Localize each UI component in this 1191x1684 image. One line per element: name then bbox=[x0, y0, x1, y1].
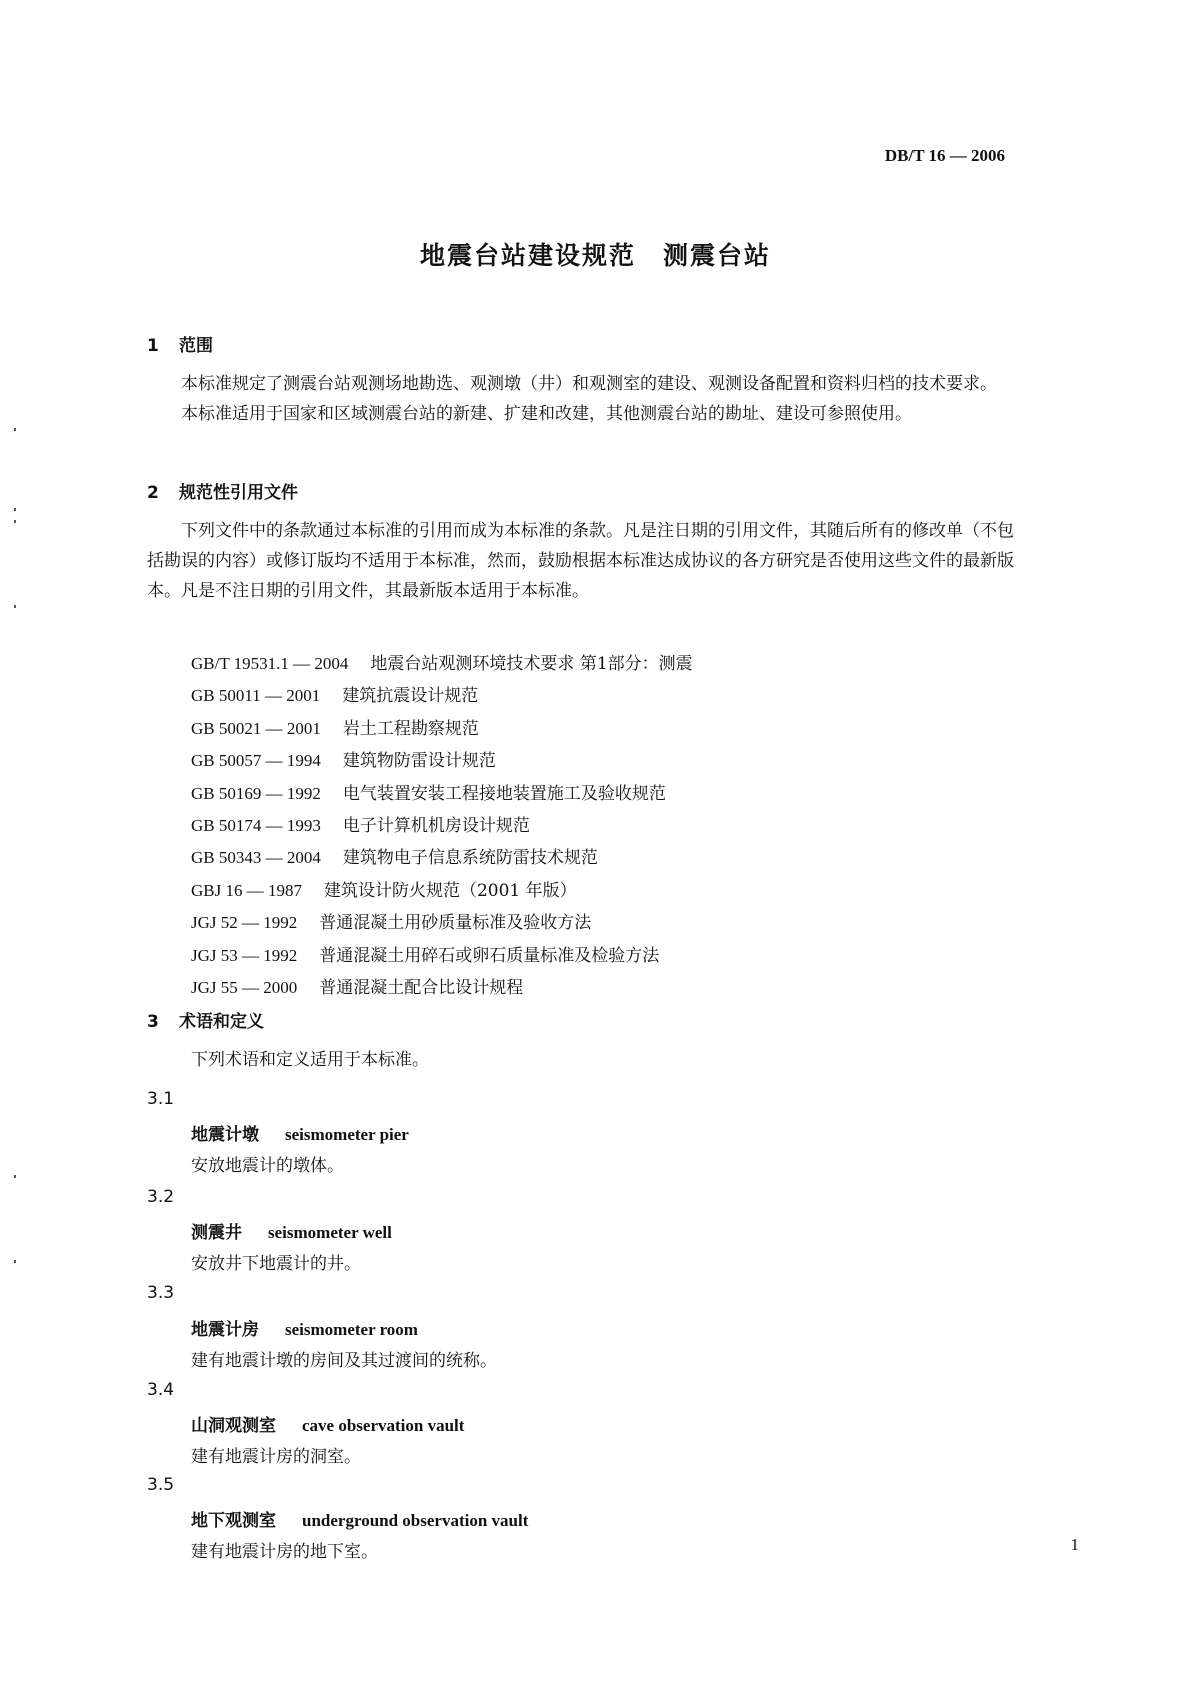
term-definition: 建有地震计房的地下室。 bbox=[191, 1542, 378, 1562]
term-number: 3.5 bbox=[147, 1475, 175, 1495]
section-number: 3 bbox=[147, 1012, 159, 1032]
paragraph: 下列文件中的条款通过本标准的引用而成为本标准的条款。凡是注日期的引用文件，其随后所有的修改单（不包括勘误的内容）或修订版均不适用于本标准，然而，鼓励根据本标准达成协议的各方研究是否使用这些文件的最新版本。凡是不注日期的引用文件，其最新版本适用于本标准。 bbox=[147, 521, 1014, 601]
reference-title: 普通混凝土用碎石或卵石质量标准及检验方法 bbox=[319, 945, 660, 966]
reference-title: 普通混凝土配合比设计规程 bbox=[319, 978, 524, 999]
term-zh: 地震计房 bbox=[191, 1320, 259, 1340]
section-heading-normative-refs bbox=[147, 478, 298, 503]
term-definition: 安放地震计的墩体。 bbox=[191, 1156, 344, 1176]
reference-title: 普通混凝土用砂质量标准及验收方法 bbox=[319, 913, 592, 934]
normative-refs-intro bbox=[147, 516, 1027, 606]
term-definition: 建有地震计房的洞室。 bbox=[191, 1447, 361, 1467]
reference-item bbox=[191, 810, 693, 842]
term-zh: 地下观测室 bbox=[191, 1511, 276, 1531]
scan-speck bbox=[14, 508, 16, 511]
scan-speck bbox=[14, 605, 16, 608]
paragraph: 本标准规定了测震台站观测场地勘选、观测墩（井）和观测室的建设、观测设备配置和资料归档的技术要求。 bbox=[181, 374, 997, 394]
section-title: 规范性引用文件 bbox=[179, 483, 298, 503]
reference-item bbox=[191, 648, 693, 680]
section-number: 1 bbox=[147, 336, 159, 356]
reference-code: JGJ 55 — 2000 bbox=[191, 978, 298, 998]
scan-speck bbox=[14, 1175, 16, 1178]
term-number: 3.2 bbox=[147, 1187, 175, 1207]
reference-code: JGJ 53 — 1992 bbox=[191, 945, 298, 965]
reference-code: GB 50011 — 2001 bbox=[191, 686, 321, 706]
reference-item bbox=[191, 778, 693, 810]
reference-list bbox=[191, 648, 693, 1004]
reference-code: GBJ 16 — 1987 bbox=[191, 880, 302, 900]
term-number: 3.4 bbox=[147, 1380, 175, 1400]
scan-speck bbox=[14, 428, 16, 431]
reference-item bbox=[191, 875, 693, 907]
reference-item bbox=[191, 907, 693, 939]
reference-item bbox=[191, 680, 693, 712]
terms-intro: 下列术语和定义适用于本标准。 bbox=[191, 1050, 429, 1070]
reference-code: JGJ 52 — 1992 bbox=[191, 913, 298, 933]
section-title: 术语和定义 bbox=[179, 1012, 264, 1032]
term-heading bbox=[191, 1315, 418, 1340]
reference-title: 建筑物防雷设计规范 bbox=[342, 751, 496, 772]
term-zh: 山洞观测室 bbox=[191, 1416, 276, 1436]
term-definition: 安放井下地震计的井。 bbox=[191, 1254, 361, 1274]
reference-title: 电子计算机机房设计规范 bbox=[342, 816, 530, 837]
term-zh: 地震计墩 bbox=[191, 1125, 259, 1145]
scan-speck bbox=[14, 1260, 16, 1263]
scan-speck bbox=[14, 520, 16, 523]
reference-code: GB 50021 — 2001 bbox=[191, 718, 321, 738]
term-heading bbox=[191, 1506, 528, 1531]
section-heading-scope bbox=[147, 331, 213, 356]
reference-title: 建筑设计防火规范（2001 年版） bbox=[323, 880, 577, 901]
standard-code: DB/T 16 — 2006 bbox=[884, 146, 1005, 165]
term-number: 3.3 bbox=[147, 1283, 175, 1303]
reference-item bbox=[191, 972, 693, 1004]
term-heading bbox=[191, 1411, 464, 1436]
scope-body bbox=[147, 369, 1027, 429]
term-en: seismometer well bbox=[268, 1223, 392, 1242]
paragraph: 本标准适用于国家和区域测震台站的新建、扩建和改建，其他测震台站的勘址、建设可参照使用。 bbox=[181, 404, 912, 424]
reference-code: GB 50057 — 1994 bbox=[191, 751, 321, 771]
reference-title: 建筑物电子信息系统防雷技术规范 bbox=[342, 848, 598, 869]
reference-title: 地震台站观测环境技术要求 第1部分：测震 bbox=[370, 654, 693, 674]
reference-title: 建筑抗震设计规范 bbox=[342, 686, 479, 707]
reference-item bbox=[191, 745, 693, 777]
term-en: underground observation vault bbox=[302, 1511, 529, 1530]
reference-item bbox=[191, 940, 693, 972]
section-number: 2 bbox=[147, 483, 159, 503]
term-definition: 建有地震计墩的房间及其过渡间的统称。 bbox=[191, 1351, 497, 1371]
reference-title: 岩土工程勘察规范 bbox=[342, 718, 479, 739]
term-zh: 测震井 bbox=[191, 1223, 242, 1243]
term-heading bbox=[191, 1120, 409, 1145]
section-title: 范围 bbox=[179, 336, 213, 356]
reference-code: GB/T 19531.1 — 2004 bbox=[191, 654, 349, 673]
section-heading-terms bbox=[147, 1007, 264, 1032]
reference-item bbox=[191, 842, 693, 874]
term-en: seismometer room bbox=[285, 1320, 418, 1339]
reference-code: GB 50343 — 2004 bbox=[191, 848, 321, 868]
reference-item bbox=[191, 713, 693, 745]
reference-title: 电气装置安装工程接地装置施工及验收规范 bbox=[342, 783, 666, 804]
reference-code: GB 50174 — 1993 bbox=[191, 816, 321, 836]
document-title: 地震台站建设规范 测震台站 bbox=[419, 241, 771, 270]
reference-code: GB 50169 — 1992 bbox=[191, 783, 321, 803]
page-number: 1 bbox=[1070, 1535, 1079, 1554]
term-number: 3.1 bbox=[147, 1089, 175, 1109]
term-en: seismometer pier bbox=[285, 1125, 409, 1144]
term-en: cave observation vault bbox=[302, 1416, 465, 1435]
term-heading bbox=[191, 1218, 392, 1243]
